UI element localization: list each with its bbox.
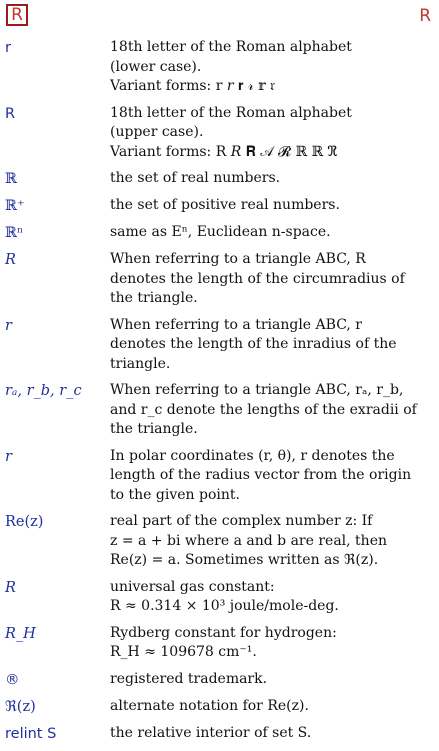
definition-line: When referring to a triangle ABC, R (110, 251, 366, 267)
term: R (5, 105, 16, 122)
definition-line: (lower case). (110, 58, 202, 75)
definition-line: R ≈ 0.314 × 10³ joule/mole-deg. (110, 598, 339, 614)
list-item (0, 196, 439, 216)
glossary-list (0, 38, 439, 751)
term: ℝⁿ (5, 225, 24, 241)
definition (110, 223, 439, 243)
definition-line: z = a + bi where a and b are real, then (110, 532, 387, 549)
term: r (5, 317, 12, 334)
definition-line: In polar coordinates (r, θ), r denotes the (110, 447, 395, 464)
definition-line: triangle. (110, 355, 171, 372)
definition (110, 104, 439, 163)
definition (110, 447, 439, 506)
definition-line: the relative interior of set S. (110, 724, 312, 741)
definition (110, 38, 439, 97)
definition-line: Variant forms: r 𝑟 𝐫 𝓇 𝕣 𝔯 (110, 78, 276, 94)
term: Re(z) (5, 514, 44, 530)
term: relint S (5, 725, 57, 742)
list-item (0, 624, 439, 663)
definition-line: the set of positive real numbers. (110, 197, 340, 213)
term: ℝ (5, 171, 18, 187)
page-header (0, 0, 439, 36)
definition (110, 250, 439, 309)
term: r (5, 448, 12, 465)
list-item (0, 447, 439, 506)
definition-line: Variant forms: R 𝑅 𝐑 𝒜 𝓡 ℝ ℝ ℜ (110, 143, 338, 160)
definition-line: 18th letter of the Roman alphabet (110, 39, 352, 55)
definition-line: length of the radius vector from the origin (110, 467, 412, 483)
term: ℝ⁺ (5, 198, 25, 214)
list-item (0, 316, 439, 375)
definition-line: R_H ≈ 109678 cm⁻¹. (110, 644, 257, 660)
list-item (0, 38, 439, 97)
definition-line: the triangle. (110, 290, 198, 306)
definition-line: (upper case). (110, 124, 204, 140)
list-item (0, 250, 439, 309)
definition-line: denotes the length of the circumradius of (110, 270, 405, 287)
definition-line: the set of real numbers. (110, 170, 281, 186)
list-item (0, 697, 439, 717)
definition-line: same as Eⁿ, Euclidean n-space. (110, 224, 331, 240)
term: R_H (5, 625, 36, 642)
list-item (0, 512, 439, 571)
definition-line: to the given point. (110, 486, 240, 503)
definition (110, 169, 439, 189)
definition-line: 18th letter of the Roman alphabet (110, 104, 352, 121)
term: rₐ, r_b, r_c (5, 383, 82, 399)
term: r (5, 40, 11, 56)
section-letter: R (419, 6, 431, 26)
definition (110, 512, 439, 571)
definition (110, 624, 439, 663)
definition-line: the triangle. (110, 421, 198, 437)
term: R (5, 252, 16, 268)
list-item (0, 381, 439, 440)
term: R (5, 579, 16, 596)
list-item (0, 578, 439, 617)
term: ℜ(z) (5, 698, 36, 715)
definition (110, 670, 439, 690)
definition-line: denotes the length of the inradius of the (110, 336, 397, 352)
definition-line: universal gas constant: (110, 578, 275, 595)
definition-line: When referring to a triangle ABC, r (110, 316, 362, 333)
term: ® (5, 671, 20, 688)
definition (110, 316, 439, 375)
definition (110, 196, 439, 216)
definition (110, 381, 439, 440)
definition (110, 578, 439, 617)
definition-line: Re(z) = a. Sometimes written as ℜ(z). (110, 552, 379, 568)
list-item (0, 104, 439, 163)
definition-line: When referring to a triangle ABC, rₐ, r_b, (110, 382, 404, 398)
list-item (0, 223, 439, 243)
definition (110, 697, 439, 717)
list-item (0, 670, 439, 690)
definition-line: alternate notation for Re(z). (110, 697, 309, 714)
definition-line: and r_c denote the lengths of the exradii of (110, 401, 417, 418)
list-item (0, 169, 439, 189)
definition-line: real part of the complex number z: If (110, 513, 373, 529)
list-item (0, 724, 439, 744)
definition-line: registered trademark. (110, 670, 268, 687)
definition (110, 724, 439, 744)
boxed-letter-icon: R (6, 4, 28, 26)
definition-line: Rydberg constant for hydrogen: (110, 624, 337, 641)
